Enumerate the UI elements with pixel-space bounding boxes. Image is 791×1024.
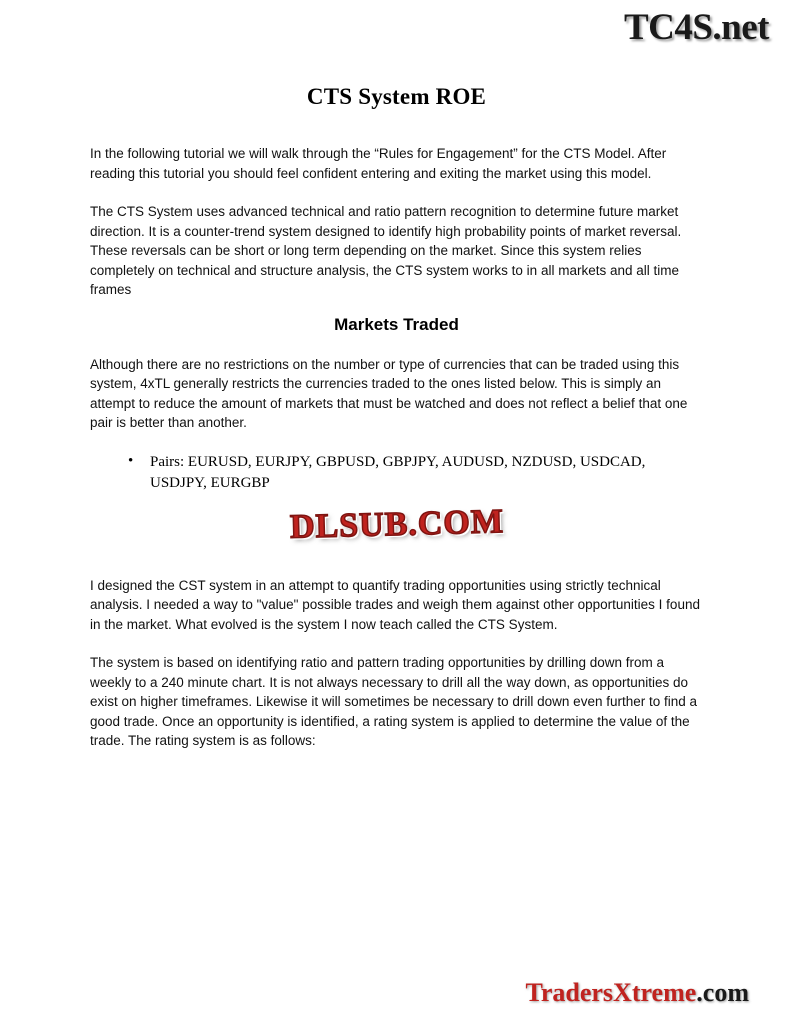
watermark-bottom-suffix: .com (696, 978, 749, 1007)
markets-paragraph: Although there are no restrictions on the number or type of currencies that can be traded using this system, 4xTL generally restricts the currencies traded to the ones listed below. This is simply an attempt to reduce the amount of markets that must be watched and does not reflect a belief that one pair is better than another. (90, 356, 688, 430)
design-paragraph: I designed the CST system in an attempt to quantify trading opportunities using strictly technical analysis. I needed a way to "value" possible trades and weigh them against other opportunities I found in the market. What evolved is the system I now teach called the CTS System. (90, 577, 700, 632)
pairs-list (90, 452, 703, 494)
section-heading-markets-traded: Markets Traded (334, 314, 459, 334)
watermark-bottom-right (525, 978, 749, 1008)
page-title: CTS System ROE (306, 84, 487, 109)
overview-paragraph: The CTS System uses advanced technical and ratio pattern recognition to determine future market direction. It is a counter-trend system designed to identify high probability points of market reversal. These reversals can be short or long term depending on the market. Since this system relies completely on technical and structure analysis, the CTS system works to in all markets and all time frames (90, 204, 682, 297)
intro-paragraph: In the following tutorial we will walk through the “Rules for Engagement” for the CTS Model. After reading this tutorial you should feel confident entering and exiting the market using this model. (90, 146, 667, 181)
rating-paragraph: The system is based on identifying ratio and pattern trading opportunities by drilling down from a weekly to a 240 minute chart. It is not always necessary to drill all the way down, as opportunities do exist on higher timeframes. Likewise it will sometimes be necessary to drill down even further to find a good trade. Once an opportunity is identified, a rating system is applied to determine the value of the trade. The rating system is as follows: (90, 655, 698, 748)
watermark-center-stamp: DLSUB.COM (289, 502, 504, 546)
list-item: • Pairs: EURUSD, EURJPY, GBPUSD, GBPJPY, AUDUSD, NZDUSD, USDCAD, USDJPY, EURGBP (150, 452, 703, 494)
watermark-bottom-main: TradersXtreme (525, 978, 697, 1007)
watermark-top-right: TC4S.net (623, 7, 769, 48)
document-body (90, 84, 703, 770)
watermark-center-container (90, 502, 703, 562)
